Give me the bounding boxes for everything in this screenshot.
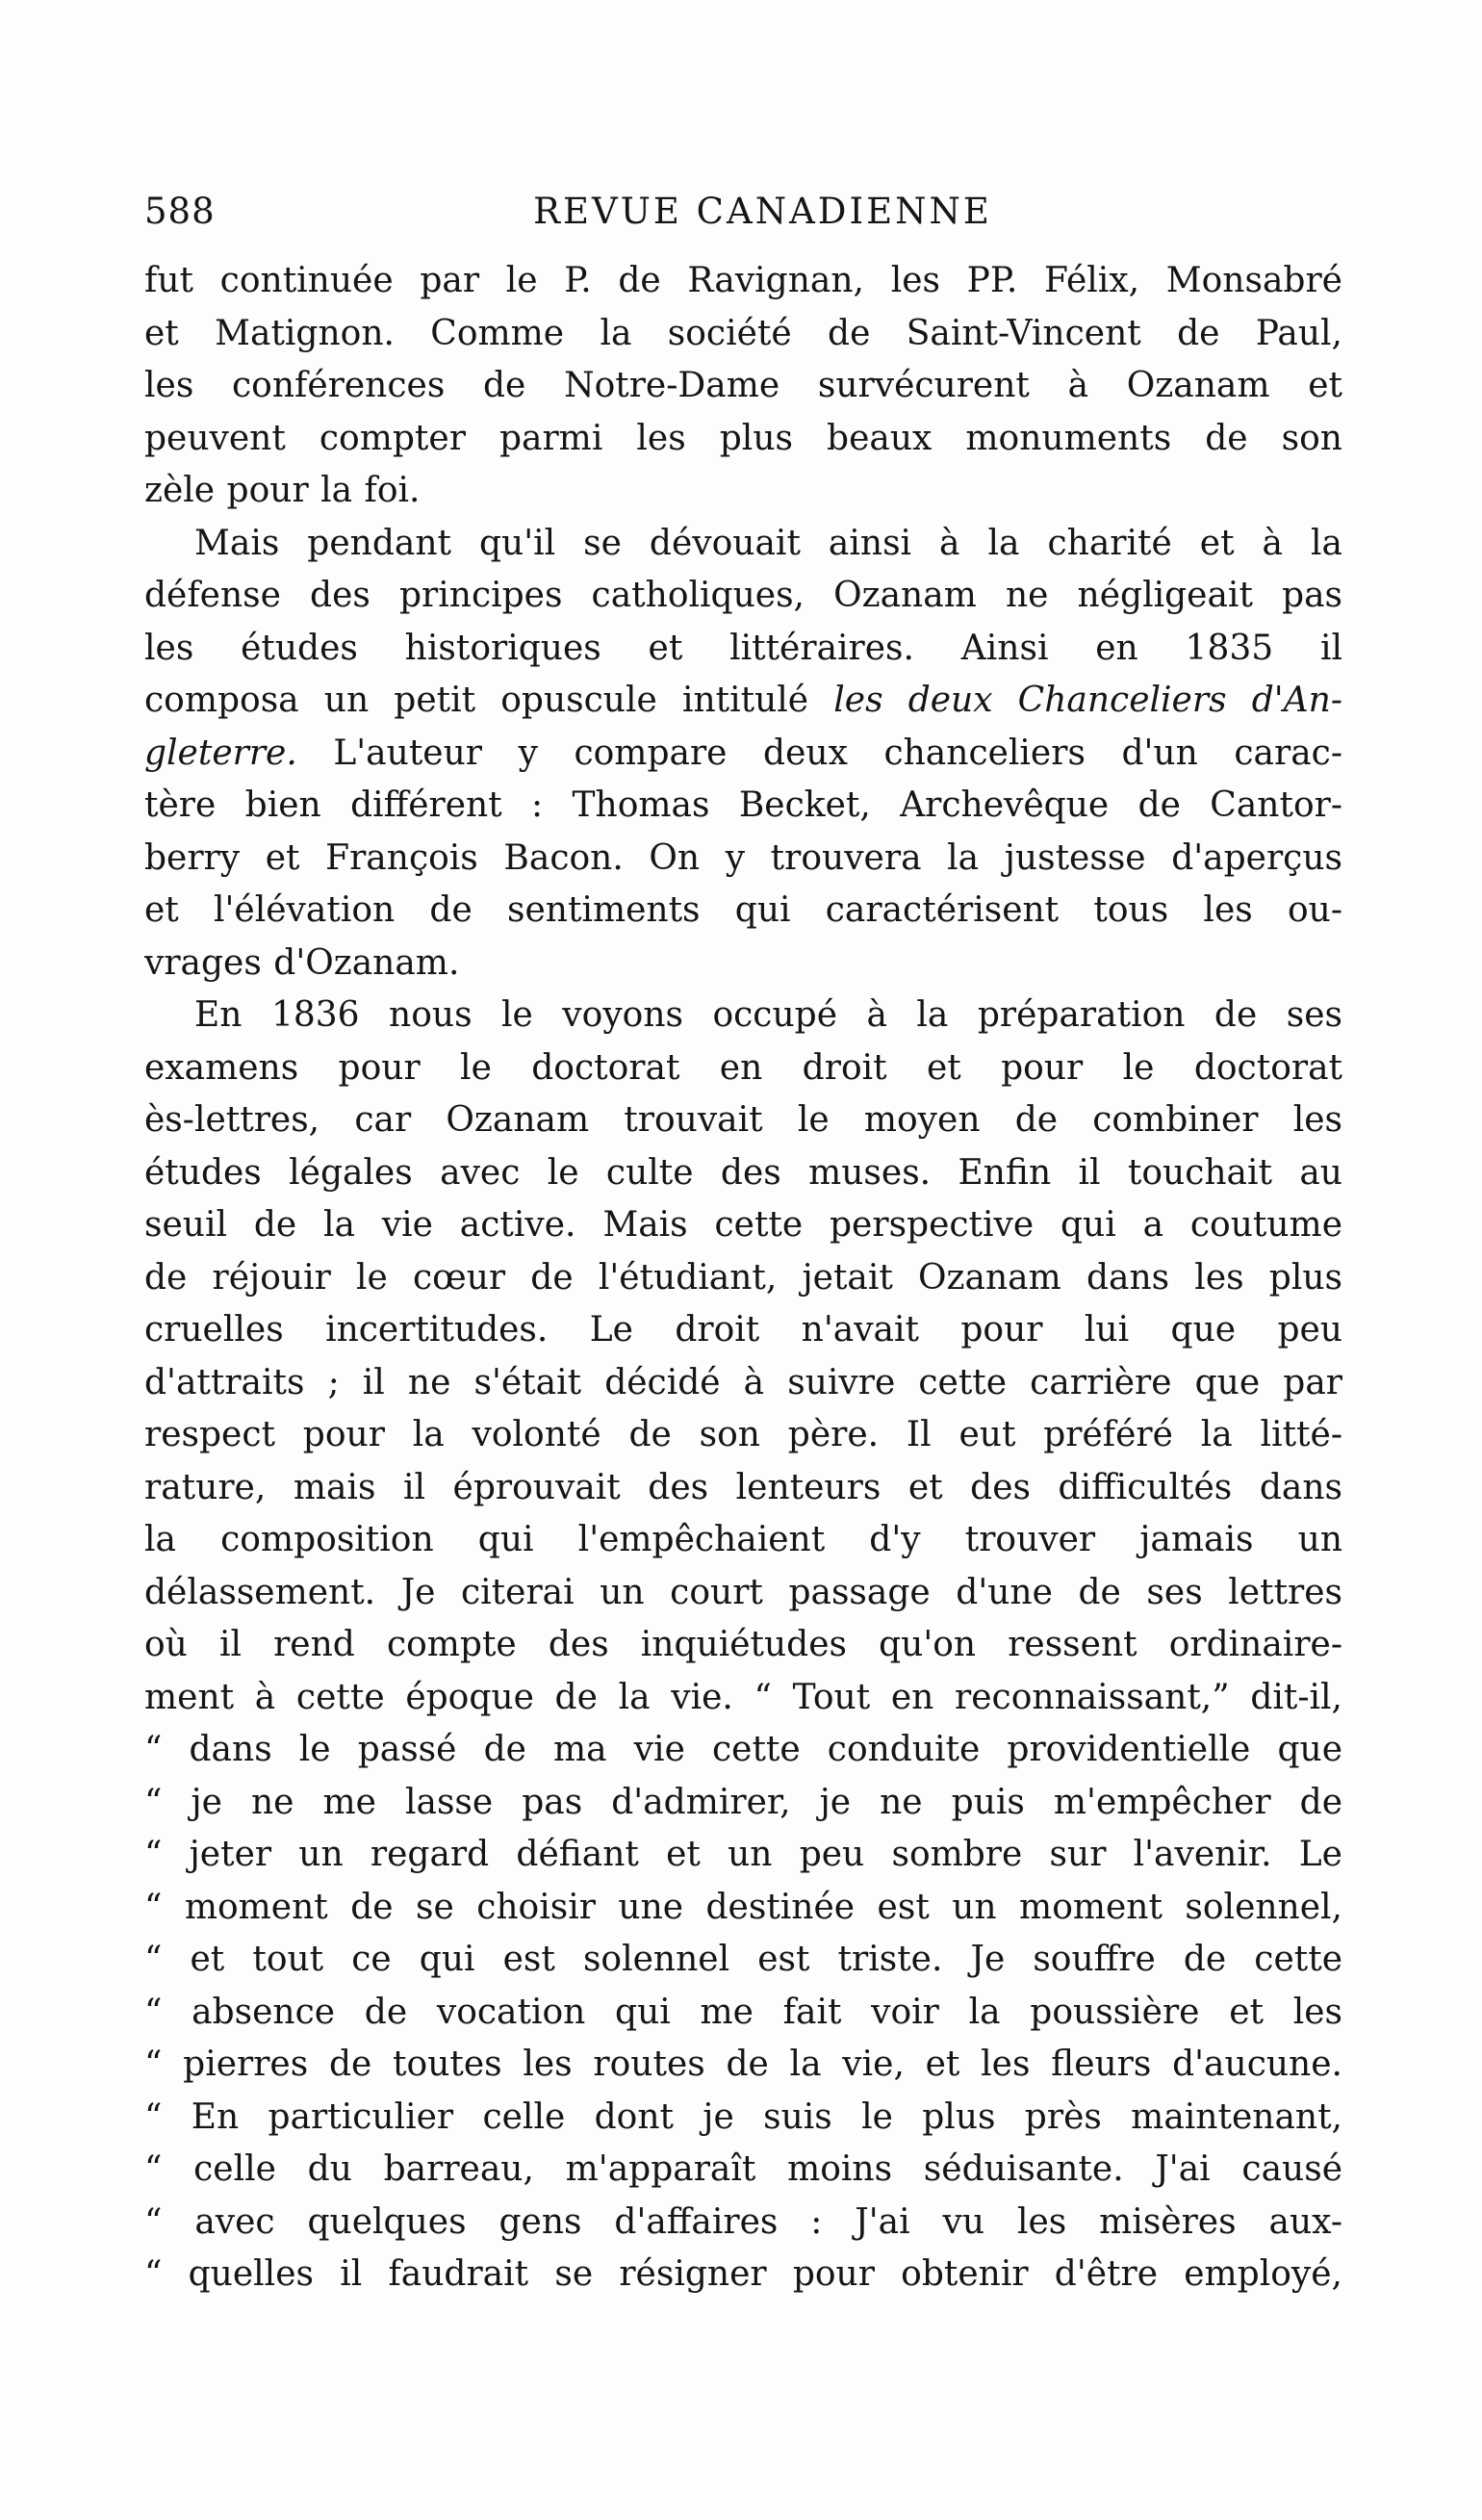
page-header: [144, 183, 1342, 241]
italic-title: gleterre.: [144, 733, 297, 773]
text-line: [144, 990, 1342, 1042]
text-line: [144, 1882, 1342, 1935]
line-text: et l'élévation de sentiments qui caractérisent tous les ou-: [144, 890, 1342, 930]
text-line: [144, 675, 1342, 728]
line-text: ès-lettres, car Ozanam trouvait le moyen de combiner les: [144, 1100, 1342, 1140]
text-line: [144, 1987, 1342, 2040]
text-line: [144, 1357, 1342, 1410]
line-text: d'attraits ; il ne s'était décidé à suivre cette carrière que par: [144, 1362, 1342, 1402]
line-text: “ je ne me lasse pas d'admirer, je ne puis m'empêcher de: [144, 1782, 1342, 1822]
line-text: les études historiques et littéraires. Ainsi en 1835 il: [144, 628, 1342, 668]
line-text: rature, mais il éprouvait des lenteurs et des difficultés dans: [144, 1467, 1342, 1507]
text-line: [144, 1724, 1342, 1777]
text-line: [144, 2039, 1342, 2092]
text-line: [144, 2144, 1342, 2197]
text-line: [144, 1514, 1342, 1567]
line-text: “ avec quelques gens d'affaires : J'ai vu les misères aux-: [144, 2201, 1342, 2242]
line-text: “ En particulier celle dont je suis le plus près maintenant,: [144, 2096, 1342, 2137]
text-line: [144, 1147, 1342, 1200]
text-line: [144, 728, 1342, 781]
line-text: “ jeter un regard défiant et un peu sombre sur l'avenir. Le: [144, 1835, 1342, 1874]
running-head: REVUE CANADIENNE: [533, 191, 992, 232]
text-line: [144, 1777, 1342, 1830]
text-line: [144, 1462, 1342, 1515]
line-text: “ et tout ce qui est solennel est triste. Je souffre de cette: [144, 1940, 1342, 1979]
text-line: [144, 465, 1342, 518]
line-text: examens pour le doctorat en droit et pour le doctorat: [144, 1047, 1342, 1088]
text-line: [144, 1829, 1342, 1882]
text-line: [144, 833, 1342, 886]
text-line: [144, 1252, 1342, 1305]
line-text: Mais pendant qu'il se dévouait ainsi à la charité et à la: [194, 523, 1342, 563]
text-line: [144, 2092, 1342, 2145]
line-text: En 1836 nous le voyons occupé à la préparation de ses: [194, 995, 1342, 1035]
line-text: défense des principes catholiques, Ozanam ne négligeait pas: [144, 576, 1342, 615]
text-line: [144, 1934, 1342, 1987]
line-text: de réjouir le cœur de l'étudiant, jetait Ozanam dans les plus: [144, 1257, 1342, 1298]
text-line: [144, 1409, 1342, 1462]
text-line: [144, 623, 1342, 676]
line-text: ment à cette époque de la vie. “ Tout en reconnaissant,” dit-il,: [144, 1677, 1342, 1717]
text-line: [144, 938, 1342, 990]
text-line: [144, 1619, 1342, 1672]
line-text: la composition qui l'empêchaient d'y trouver jamais un: [144, 1520, 1342, 1559]
text-line: [144, 1304, 1342, 1357]
line-text: respect pour la volonté de son père. Il eut préféré la litté-: [144, 1415, 1342, 1454]
line-text: fut continuée par le P. de Ravignan, les PP. Félix, Monsabré: [144, 261, 1342, 300]
text-line: [144, 2197, 1342, 2250]
line-text: tère bien différent : Thomas Becket, Archevêque de Cantor-: [144, 785, 1342, 825]
line-text: L'auteur y compare deux chanceliers d'un carac-: [296, 733, 1342, 773]
line-text: délassement. Je citerai un court passage d'une de ses lettres: [144, 1572, 1342, 1612]
text-line: [144, 360, 1342, 413]
line-text: “ moment de se choisir une destinée est un moment solennel,: [144, 1887, 1342, 1927]
page-number: 588: [144, 191, 216, 232]
line-text: composa un petit opuscule intitulé: [144, 681, 834, 720]
text-line: [144, 2249, 1342, 2301]
line-text: “ pierres de toutes les routes de la vie, et les fleurs d'aucune.: [144, 2044, 1342, 2084]
text-line: [144, 1199, 1342, 1252]
line-text: études légales avec le culte des muses. Enfin il touchait au: [144, 1152, 1342, 1193]
text-line: [144, 1567, 1342, 1620]
line-text: “ dans le passé de ma vie cette conduite providentielle que: [144, 1730, 1342, 1769]
text-line: [144, 1042, 1342, 1095]
text-line: [144, 308, 1342, 361]
text-line: [144, 1672, 1342, 1725]
line-text: “ celle du barreau, m'apparaît moins séduisante. J'ai causé: [144, 2149, 1342, 2189]
text-line: [144, 1094, 1342, 1147]
body-text: [144, 255, 1342, 2301]
text-line: [144, 885, 1342, 938]
line-text: berry et François Bacon. On y trouvera la justesse d'aperçus: [144, 837, 1342, 878]
text-line: [144, 570, 1342, 623]
line-text: vrages d'Ozanam.: [144, 942, 460, 983]
line-text: seuil de la vie active. Mais cette perspective qui a coutume: [144, 1205, 1342, 1245]
line-text: zèle pour la foi.: [144, 471, 421, 510]
line-text: où il rend compte des inquiétudes qu'on ressent ordinaire-: [144, 1625, 1342, 1664]
line-text: “ quelles il faudrait se résigner pour obtenir d'être employé,: [144, 2254, 1342, 2294]
line-text: les conférences de Notre-Dame survécurent à Ozanam et: [144, 366, 1342, 405]
line-text: et Matignon. Comme la société de Saint-Vincent de Paul,: [144, 313, 1342, 353]
line-text: “ absence de vocation qui me fait voir la poussière et les: [144, 1992, 1342, 2032]
text-line: [144, 255, 1342, 308]
text-line: [144, 518, 1342, 571]
text-line: [144, 780, 1342, 833]
line-text: peuvent compter parmi les plus beaux monuments de son: [144, 418, 1342, 458]
line-text: cruelles incertitudes. Le droit n'avait pour lui que peu: [144, 1310, 1342, 1350]
text-line: [144, 413, 1342, 466]
italic-title: les deux Chanceliers d'An-: [833, 681, 1342, 720]
